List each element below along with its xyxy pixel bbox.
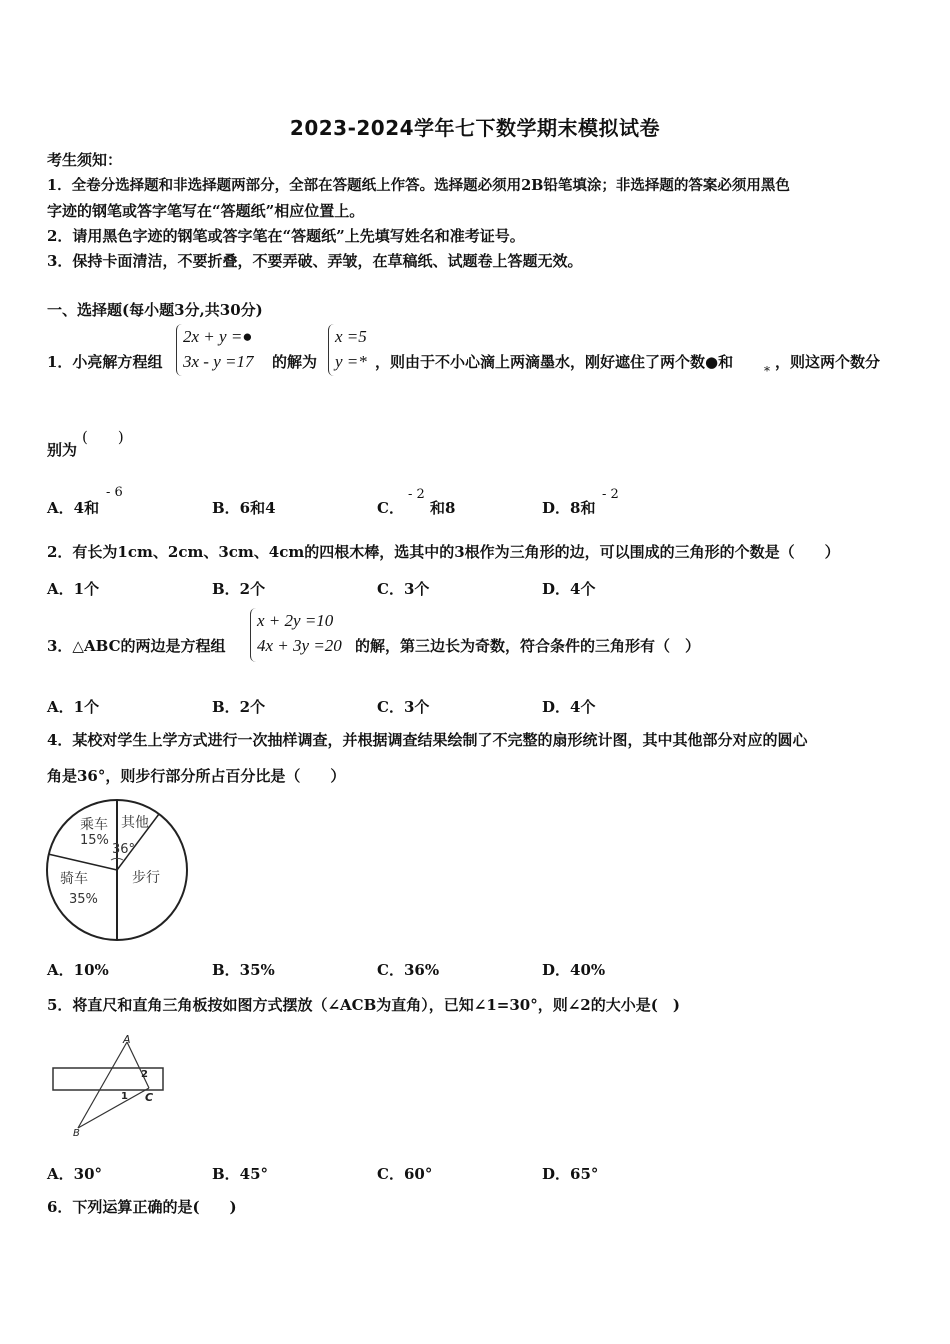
side-ab	[78, 1042, 127, 1128]
q1-sol2: y =*	[335, 352, 367, 371]
q3-eq1: x + 2y =10	[257, 611, 334, 630]
q1-option-d-sup: - 2	[602, 487, 619, 502]
side-ac	[127, 1042, 149, 1088]
q3-suffix: 的解，第三边长为奇数，符合条件的三角形有（ ）	[355, 637, 701, 655]
q1-solution	[328, 324, 367, 376]
notice-item-1: 1．全卷分选择题和非选择题两部分，全部在答题纸上作答。选择题必须用2B铅笔填涂；非选择题的答案必须用黑色	[47, 177, 790, 194]
q1-line2: 别为	[47, 441, 78, 459]
pie-label-bike-pct: 35%	[69, 892, 98, 907]
q4-option-b: B．35%	[212, 961, 275, 979]
section-heading: 一、选择题(每小题3分,共30分)	[47, 301, 263, 319]
q3-option-d: D．4个	[542, 698, 596, 716]
pie-label-bike: 骑车	[60, 871, 88, 887]
q2-text: 2．有长为1cm、2cm、3cm、4cm的四根木棒，选其中的3根作为三角形的边，可以围成的三角形的个数是（ ）	[47, 543, 840, 561]
pie-label-walk: 步行	[132, 870, 160, 886]
q3-prefix: 3．△ABC的两边是方程组	[47, 637, 226, 655]
side-bc	[78, 1088, 149, 1128]
pie-label-other-angle: 36°	[112, 842, 136, 857]
q5-option-d: D．65°	[542, 1165, 599, 1183]
q2-option-b: B．2个	[212, 580, 266, 598]
pie-label-ride: 乘车	[80, 817, 108, 833]
q1-option-c-after: 和8	[430, 499, 456, 517]
q4-line2: 角是36°，则步行部分所占百分比是（ ）	[47, 767, 346, 785]
q1-suffix: ，则由于不小心滴上两滴墨水，刚好遮住了两个数●和	[375, 353, 734, 371]
notice-item-1-cont: 字迹的钢笔或答字笔写在“答题纸”相应位置上。	[47, 202, 365, 220]
q1-option-d: D．8和	[542, 499, 596, 517]
q1-paren: ( )	[82, 428, 124, 446]
q1-eq1: 2x + y =●	[183, 327, 253, 346]
q5-option-b: B．45°	[212, 1165, 269, 1183]
q4-option-c: C．36%	[377, 961, 440, 979]
label-angle-2: 2	[141, 1069, 148, 1080]
q1-option-a-label: A．4和	[47, 499, 100, 517]
q4-option-d: D．40%	[542, 961, 606, 979]
q1-system	[176, 324, 253, 376]
q4-option-a: A．10%	[47, 961, 109, 979]
q5-option-a: A．30°	[47, 1165, 103, 1183]
q1-sol1: x =5	[335, 327, 367, 346]
q3-option-c: C．3个	[377, 698, 430, 716]
q1-prefix: 1．小亮解方程组	[47, 353, 163, 371]
label-c: C	[145, 1091, 154, 1104]
q4-line1: 4．某校对学生上学方式进行一次抽样调查，并根据调查结果绘制了不完整的扇形统计图，其中其他部分对应的圆心	[47, 731, 808, 749]
q1-eq2: 3x - y =17	[183, 352, 254, 371]
pie-divider-left	[48, 854, 117, 870]
q2-option-c: C．3个	[377, 580, 430, 598]
label-b: B	[73, 1128, 80, 1139]
notice-heading: 考生须知：	[47, 151, 123, 169]
q1-tail: ，则这两个数分	[775, 353, 881, 371]
pie-chart	[40, 794, 200, 948]
q1-option-c: C．	[377, 499, 404, 517]
page-title: 2023-2024学年七下数学期末模拟试卷	[289, 116, 661, 140]
q3-system	[250, 608, 342, 662]
q2-option-a: A．1个	[47, 580, 100, 598]
q3-option-a: A．1个	[47, 698, 100, 716]
q5-option-c: C．60°	[377, 1165, 433, 1183]
q1-option-c-sup: - 2	[408, 487, 425, 502]
q1-option-b: B．6和4	[212, 499, 276, 517]
pie-label-other: 其他	[121, 815, 149, 831]
q5-text: 5．将直尺和直角三角板按如图方式摆放（∠ACB为直角），已知∠1=30°，则∠2的大小是( )	[47, 996, 680, 1014]
q1-option-a-sup: - 6	[106, 485, 123, 500]
q1-star: *	[764, 364, 770, 378]
q6-text: 6．下列运算正确的是( )	[47, 1198, 237, 1216]
label-angle-1: 1	[121, 1091, 128, 1102]
pie-label-ride-pct: 15%	[80, 833, 109, 848]
ruler-triangle-figure	[45, 1030, 175, 1140]
q2-option-d: D．4个	[542, 580, 596, 598]
q1-option-a	[47, 497, 99, 518]
notice-item-3: 3．保持卡面清洁，不要折叠，不要弄破、弄皱，在草稿纸、试题卷上答题无效。	[47, 252, 583, 270]
q3-eq2: 4x + 3y =20	[257, 636, 342, 655]
q3-option-b: B．2个	[212, 698, 266, 716]
q1-mid: 的解为	[272, 353, 318, 371]
label-a: A	[123, 1033, 131, 1046]
notice-item-2: 2．请用黑色字迹的钢笔或答字笔在“答题纸”上先填写姓名和准考证号。	[47, 227, 525, 245]
